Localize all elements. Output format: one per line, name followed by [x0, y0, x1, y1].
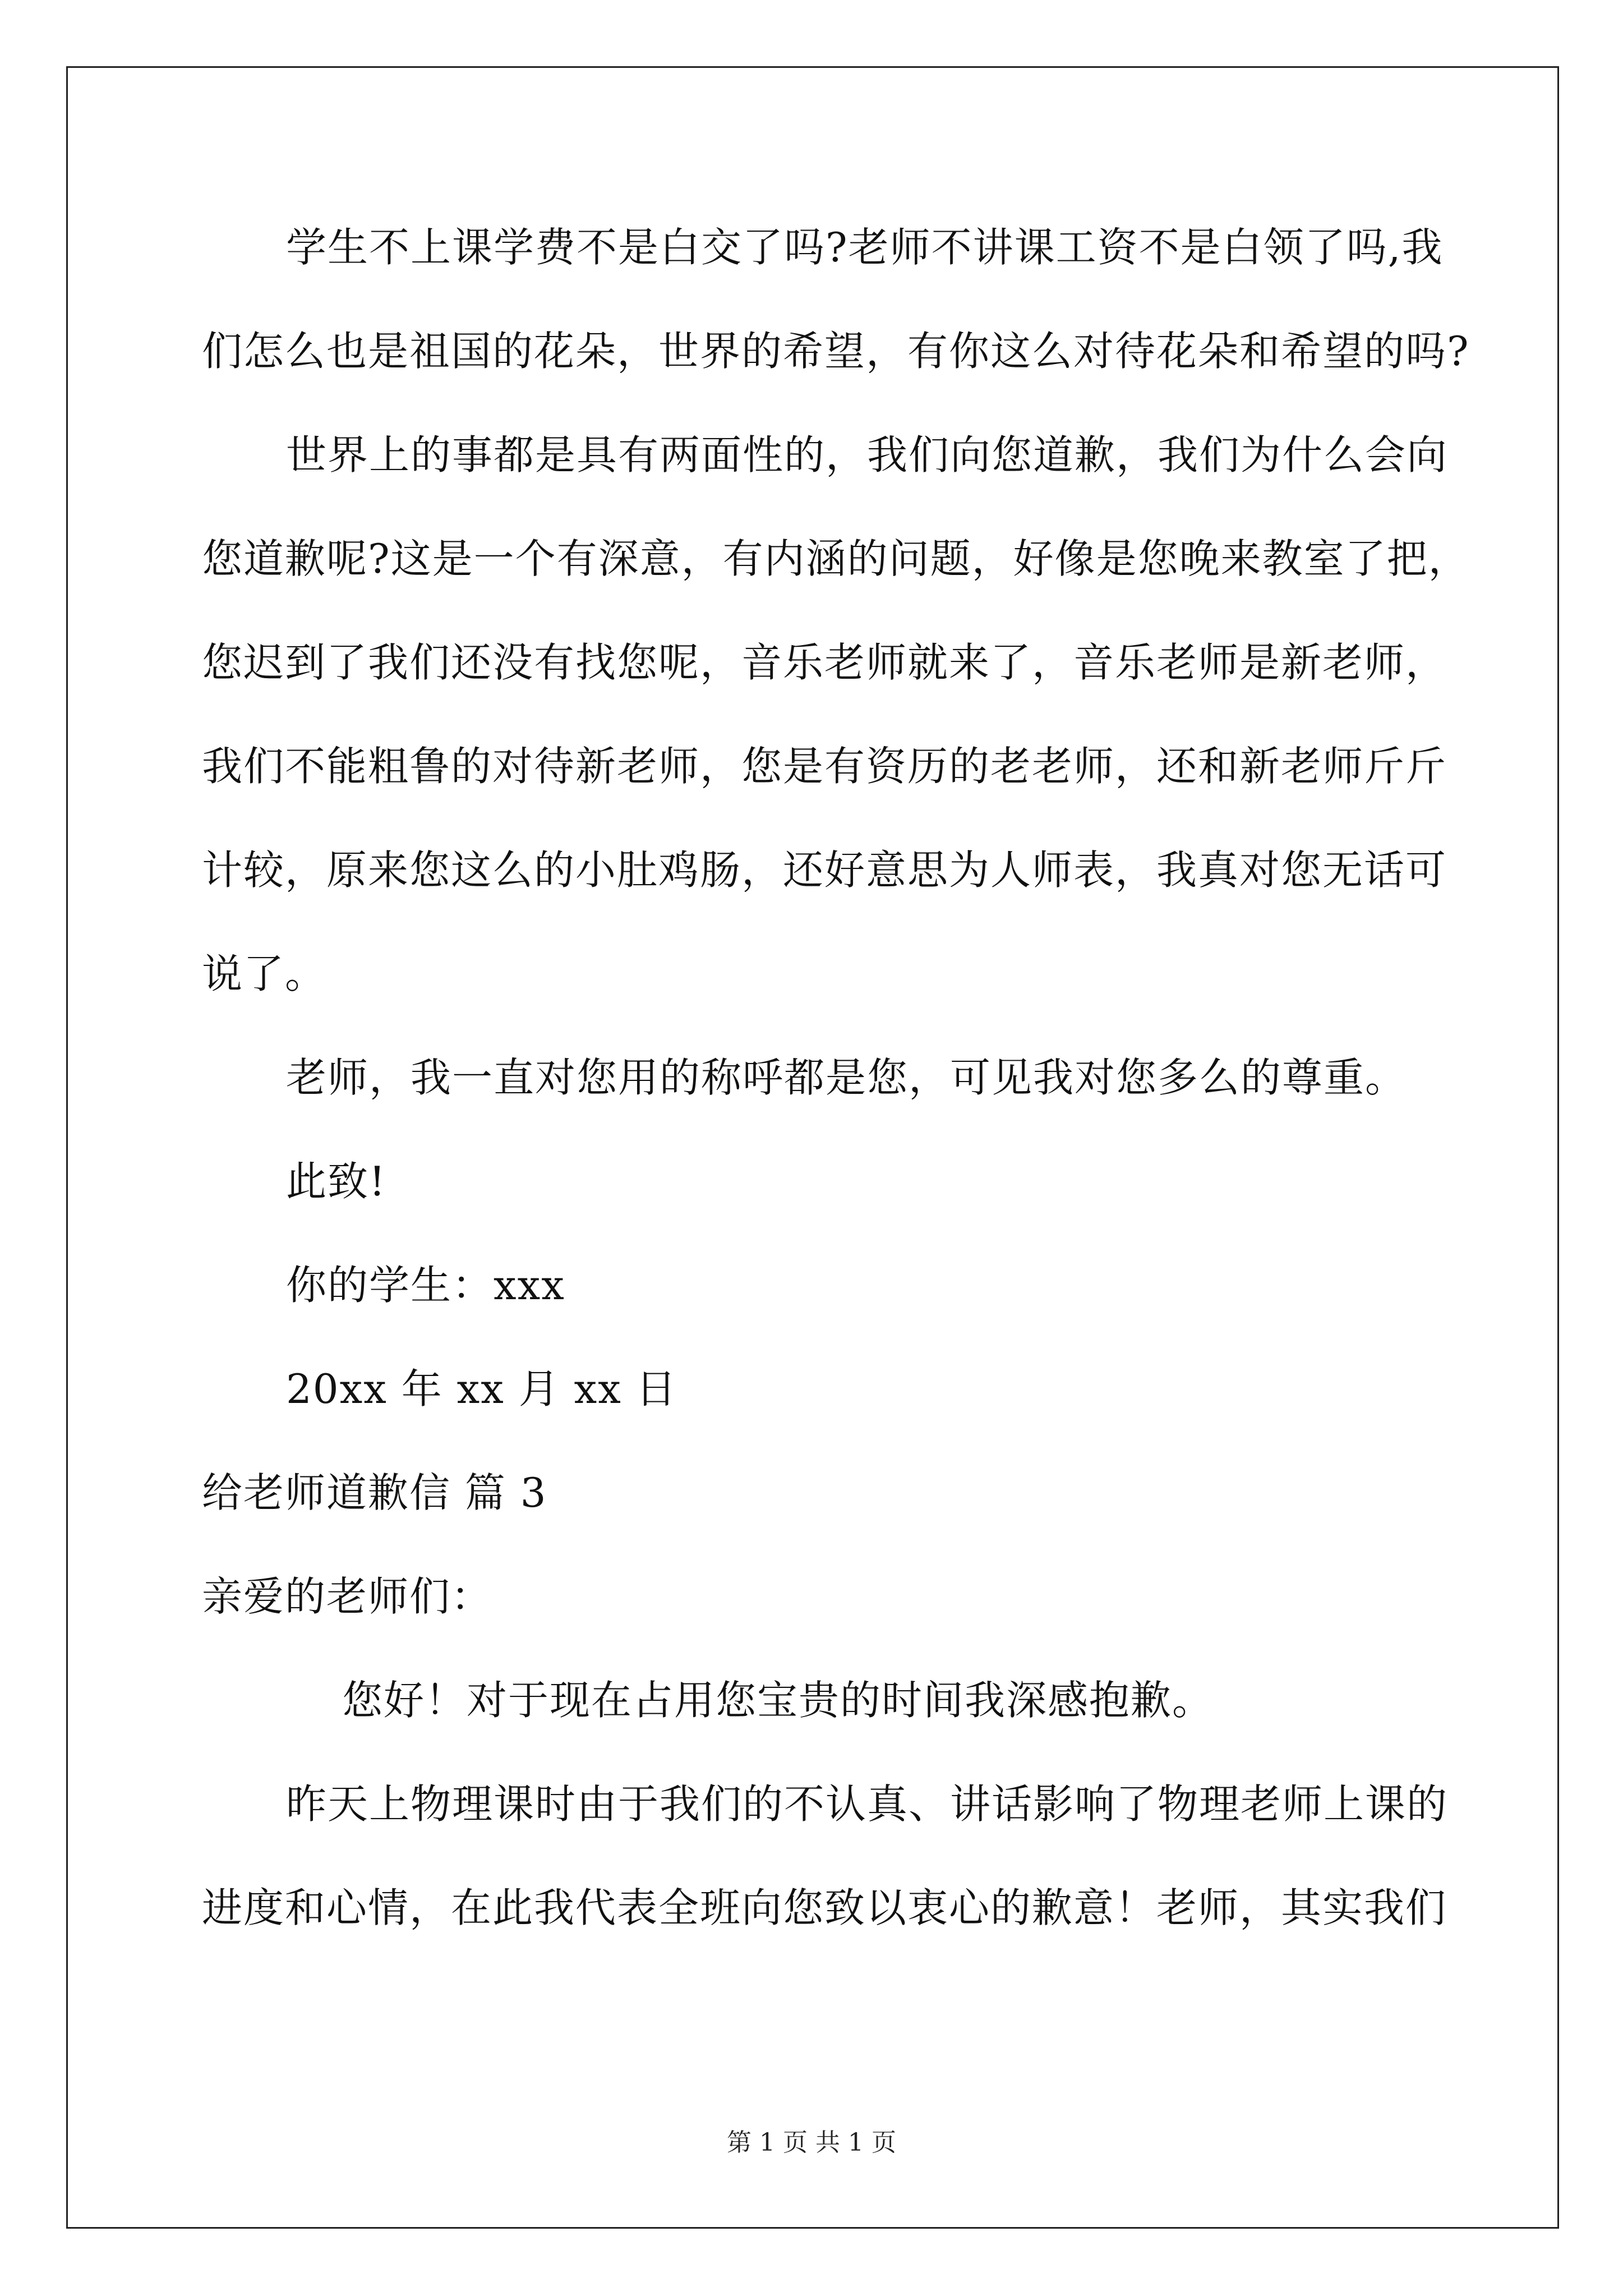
paragraph-line: 说了。 [202, 950, 327, 997]
paragraph-line: 计较，原来您这么的小肚鸡肠，还好意思为人师表，我真对您无话可 [202, 846, 1447, 894]
paragraph-line: 您迟到了我们还没有找您呢，音乐老师就来了，音乐老师是新老师， [202, 639, 1447, 686]
greeting-line: 亲爱的老师们： [202, 1573, 493, 1620]
paragraph-line: 我们不能粗鲁的对待新老师，您是有资历的老老师，还和新老师斤斤 [202, 743, 1447, 790]
page-number-footer: 第 1 页 共 1 页 [727, 2128, 896, 2157]
paragraph-line: 进度和心情，在此我代表全班向您致以衷心的歉意！老师，其实我们 [202, 1884, 1447, 1931]
paragraph-line: 世界上的事都是具有两面性的，我们向您道歉，我们为什么会向 [286, 431, 1449, 478]
signature-line: 你的学生：xxx [286, 1262, 565, 1309]
closing-salutation: 此致! [286, 1158, 386, 1205]
paragraph-line: 学生不上课学费不是白交了吗?老师不讲课工资不是白领了吗,我 [286, 224, 1444, 271]
paragraph-line: 老师，我一直对您用的称呼都是您，可见我对您多么的尊重。 [286, 1054, 1407, 1101]
paragraph-line: 昨天上物理课时由于我们的不认真、讲话影响了物理老师上课的 [286, 1780, 1449, 1828]
paragraph-line: 您道歉呢?这是一个有深意，有内涵的问题，好像是您晚来教室了把， [202, 535, 1470, 582]
date-line: 20xx 年 xx 月 xx 日 [286, 1365, 677, 1412]
paragraph-line: 您好！对于现在占用您宝贵的时间我深感抱歉。 [342, 1677, 1214, 1724]
section-heading: 给老师道歉信 篇 3 [202, 1469, 547, 1516]
paragraph-line: 们怎么也是祖国的花朵，世界的希望，有你这么对待花朵和希望的吗? [202, 328, 1470, 375]
